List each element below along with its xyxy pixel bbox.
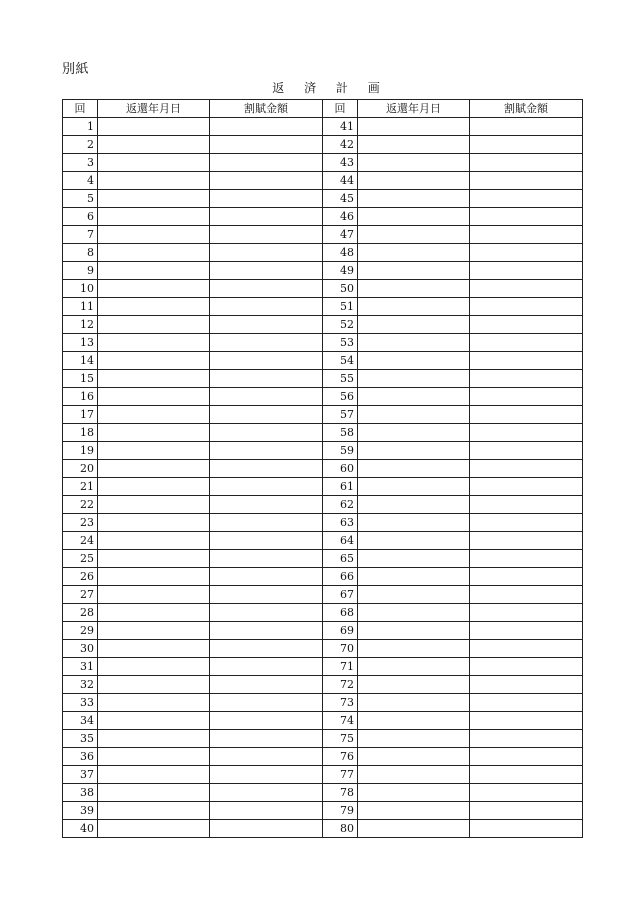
installment-amount-cell-right[interactable] xyxy=(470,568,583,586)
repayment-date-cell-left[interactable] xyxy=(98,514,210,532)
installment-amount-cell-right[interactable] xyxy=(470,460,583,478)
installment-amount-cell-left[interactable] xyxy=(210,154,323,172)
table-row xyxy=(63,244,583,262)
installment-amount-cell-right[interactable] xyxy=(470,370,583,388)
table-row xyxy=(63,316,583,334)
installment-number-right: 50 xyxy=(323,280,358,298)
table-header-row xyxy=(63,100,583,118)
repayment-date-cell-left[interactable] xyxy=(98,676,210,694)
repayment-date-cell-right[interactable] xyxy=(358,586,470,604)
installment-number-right: 54 xyxy=(323,352,358,370)
repayment-date-cell-right[interactable] xyxy=(358,748,470,766)
installment-amount-cell-left[interactable] xyxy=(210,172,323,190)
installment-amount-cell-right[interactable] xyxy=(470,478,583,496)
installment-amount-cell-right[interactable] xyxy=(470,730,583,748)
table-row xyxy=(63,388,583,406)
installment-number-right: 74 xyxy=(323,712,358,730)
installment-amount-cell-right[interactable] xyxy=(470,334,583,352)
installment-number-left: 5 xyxy=(63,190,98,208)
installment-number-right: 79 xyxy=(323,802,358,820)
installment-number-right: 78 xyxy=(323,784,358,802)
table-body xyxy=(63,118,583,838)
installment-number-right: 53 xyxy=(323,334,358,352)
installment-number-left: 14 xyxy=(63,352,98,370)
table-row xyxy=(63,604,583,622)
repayment-date-cell-right[interactable] xyxy=(358,226,470,244)
repayment-date-cell-right[interactable] xyxy=(358,478,470,496)
installment-amount-cell-left[interactable] xyxy=(210,748,323,766)
table-row xyxy=(63,748,583,766)
installment-amount-cell-right[interactable] xyxy=(470,820,583,838)
installment-number-left: 36 xyxy=(63,748,98,766)
installment-amount-cell-left[interactable] xyxy=(210,460,323,478)
installment-number-right: 75 xyxy=(323,730,358,748)
installment-number-right: 48 xyxy=(323,244,358,262)
installment-number-right: 59 xyxy=(323,442,358,460)
table-row xyxy=(63,118,583,136)
installment-number-right: 47 xyxy=(323,226,358,244)
repayment-date-cell-right[interactable] xyxy=(358,568,470,586)
repayment-date-cell-right[interactable] xyxy=(358,694,470,712)
installment-number-right: 58 xyxy=(323,424,358,442)
repayment-date-cell-left[interactable] xyxy=(98,298,210,316)
repayment-date-cell-right[interactable] xyxy=(358,298,470,316)
installment-amount-cell-left[interactable] xyxy=(210,262,323,280)
repayment-date-cell-right[interactable] xyxy=(358,604,470,622)
installment-number-right: 62 xyxy=(323,496,358,514)
installment-amount-cell-right[interactable] xyxy=(470,802,583,820)
installment-amount-cell-left[interactable] xyxy=(210,658,323,676)
table-row xyxy=(63,370,583,388)
installment-amount-cell-right[interactable] xyxy=(470,262,583,280)
repayment-date-cell-right[interactable] xyxy=(358,172,470,190)
installment-number-right: 72 xyxy=(323,676,358,694)
installment-amount-cell-left[interactable] xyxy=(210,694,323,712)
installment-amount-cell-right[interactable] xyxy=(470,154,583,172)
header-repayment-date-left: 返還年月日 xyxy=(98,100,210,118)
installment-number-right: 56 xyxy=(323,388,358,406)
installment-amount-cell-right[interactable] xyxy=(470,280,583,298)
installment-number-left: 7 xyxy=(63,226,98,244)
installment-amount-cell-right[interactable] xyxy=(470,190,583,208)
installment-amount-cell-left[interactable] xyxy=(210,586,323,604)
installment-amount-cell-left[interactable] xyxy=(210,622,323,640)
table-row xyxy=(63,334,583,352)
installment-amount-cell-left[interactable] xyxy=(210,514,323,532)
installment-amount-cell-left[interactable] xyxy=(210,568,323,586)
installment-number-right: 49 xyxy=(323,262,358,280)
repayment-date-cell-left[interactable] xyxy=(98,658,210,676)
installment-number-left: 20 xyxy=(63,460,98,478)
repayment-date-cell-right[interactable] xyxy=(358,424,470,442)
installment-amount-cell-right[interactable] xyxy=(470,640,583,658)
repayment-date-cell-right[interactable] xyxy=(358,190,470,208)
installment-number-right: 60 xyxy=(323,460,358,478)
table-row xyxy=(63,820,583,838)
installment-amount-cell-left[interactable] xyxy=(210,730,323,748)
table-row xyxy=(63,766,583,784)
header-installment-amount-left: 割賦金額 xyxy=(210,100,323,118)
installment-amount-cell-left[interactable] xyxy=(210,208,323,226)
table-row xyxy=(63,280,583,298)
repayment-date-cell-left[interactable] xyxy=(98,154,210,172)
installment-number-right: 45 xyxy=(323,190,358,208)
table-row xyxy=(63,514,583,532)
repayment-date-cell-left[interactable] xyxy=(98,568,210,586)
installment-amount-cell-left[interactable] xyxy=(210,712,323,730)
installment-number-left: 18 xyxy=(63,424,98,442)
installment-number-right: 52 xyxy=(323,316,358,334)
installment-number-left: 12 xyxy=(63,316,98,334)
repayment-date-cell-right[interactable] xyxy=(358,442,470,460)
installment-amount-cell-left[interactable] xyxy=(210,442,323,460)
repayment-date-cell-right[interactable] xyxy=(358,388,470,406)
installment-number-left: 11 xyxy=(63,298,98,316)
installment-number-left: 27 xyxy=(63,586,98,604)
installment-number-left: 8 xyxy=(63,244,98,262)
repayment-date-cell-left[interactable] xyxy=(98,694,210,712)
table-row xyxy=(63,496,583,514)
repayment-date-cell-left[interactable] xyxy=(98,226,210,244)
installment-amount-cell-right[interactable] xyxy=(470,514,583,532)
installment-amount-cell-left[interactable] xyxy=(210,640,323,658)
installment-number-left: 35 xyxy=(63,730,98,748)
installment-number-right: 57 xyxy=(323,406,358,424)
installment-number-right: 41 xyxy=(323,118,358,136)
table-row xyxy=(63,190,583,208)
table-row xyxy=(63,262,583,280)
repayment-date-cell-left[interactable] xyxy=(98,208,210,226)
installment-number-left: 16 xyxy=(63,388,98,406)
repayment-date-cell-left[interactable] xyxy=(98,388,210,406)
installment-number-right: 68 xyxy=(323,604,358,622)
installment-number-right: 76 xyxy=(323,748,358,766)
installment-amount-cell-right[interactable] xyxy=(470,226,583,244)
repayment-date-cell-left[interactable] xyxy=(98,352,210,370)
repayment-date-cell-left[interactable] xyxy=(98,262,210,280)
installment-amount-cell-right[interactable] xyxy=(470,388,583,406)
table-row xyxy=(63,676,583,694)
repayment-date-cell-right[interactable] xyxy=(358,370,470,388)
installment-amount-cell-left[interactable] xyxy=(210,496,323,514)
installment-number-left: 30 xyxy=(63,640,98,658)
installment-amount-cell-left[interactable] xyxy=(210,370,323,388)
installment-amount-cell-left[interactable] xyxy=(210,316,323,334)
repayment-date-cell-left[interactable] xyxy=(98,748,210,766)
installment-amount-cell-right[interactable] xyxy=(470,586,583,604)
repayment-date-cell-right[interactable] xyxy=(358,352,470,370)
repayment-date-cell-left[interactable] xyxy=(98,622,210,640)
document-title: 返 済 計 画 xyxy=(272,81,388,95)
repayment-date-cell-right[interactable] xyxy=(358,154,470,172)
installment-number-right: 43 xyxy=(323,154,358,172)
installment-amount-cell-left[interactable] xyxy=(210,226,323,244)
installment-amount-cell-right[interactable] xyxy=(470,208,583,226)
installment-amount-cell-right[interactable] xyxy=(470,136,583,154)
repayment-date-cell-left[interactable] xyxy=(98,118,210,136)
table-row xyxy=(63,694,583,712)
installment-number-right: 63 xyxy=(323,514,358,532)
installment-amount-cell-right[interactable] xyxy=(470,424,583,442)
repayment-date-cell-left[interactable] xyxy=(98,190,210,208)
installment-number-right: 51 xyxy=(323,298,358,316)
repayment-date-cell-right[interactable] xyxy=(358,640,470,658)
installment-number-left: 34 xyxy=(63,712,98,730)
installment-amount-cell-left[interactable] xyxy=(210,784,323,802)
installment-number-right: 69 xyxy=(323,622,358,640)
installment-amount-cell-right[interactable] xyxy=(470,172,583,190)
installment-number-left: 13 xyxy=(63,334,98,352)
table-row xyxy=(63,622,583,640)
installment-number-left: 2 xyxy=(63,136,98,154)
installment-number-left: 29 xyxy=(63,622,98,640)
installment-amount-cell-left[interactable] xyxy=(210,388,323,406)
repayment-date-cell-left[interactable] xyxy=(98,406,210,424)
installment-number-right: 66 xyxy=(323,568,358,586)
repayment-date-cell-left[interactable] xyxy=(98,316,210,334)
table-row xyxy=(63,712,583,730)
repayment-date-cell-left[interactable] xyxy=(98,712,210,730)
installment-number-left: 24 xyxy=(63,532,98,550)
repayment-date-cell-left[interactable] xyxy=(98,280,210,298)
table-row xyxy=(63,154,583,172)
repayment-date-cell-left[interactable] xyxy=(98,172,210,190)
installment-amount-cell-right[interactable] xyxy=(470,622,583,640)
repayment-date-cell-right[interactable] xyxy=(358,820,470,838)
installment-amount-cell-right[interactable] xyxy=(470,712,583,730)
installment-number-left: 37 xyxy=(63,766,98,784)
repayment-date-cell-left[interactable] xyxy=(98,460,210,478)
table-row xyxy=(63,532,583,550)
repayment-date-cell-left[interactable] xyxy=(98,586,210,604)
installment-number-left: 19 xyxy=(63,442,98,460)
repayment-date-cell-left[interactable] xyxy=(98,802,210,820)
table-row xyxy=(63,730,583,748)
installment-amount-cell-left[interactable] xyxy=(210,136,323,154)
repayment-date-cell-right[interactable] xyxy=(358,784,470,802)
installment-amount-cell-right[interactable] xyxy=(470,604,583,622)
table-row xyxy=(63,784,583,802)
installment-number-left: 32 xyxy=(63,676,98,694)
installment-number-right: 80 xyxy=(323,820,358,838)
installment-amount-cell-left[interactable] xyxy=(210,118,323,136)
repayment-date-cell-right[interactable] xyxy=(358,676,470,694)
installment-number-left: 10 xyxy=(63,280,98,298)
repayment-date-cell-right[interactable] xyxy=(358,244,470,262)
repayment-date-cell-right[interactable] xyxy=(358,406,470,424)
table-row xyxy=(63,172,583,190)
installment-number-right: 44 xyxy=(323,172,358,190)
table-row xyxy=(63,208,583,226)
installment-amount-cell-left[interactable] xyxy=(210,424,323,442)
installment-number-right: 46 xyxy=(323,208,358,226)
repayment-date-cell-left[interactable] xyxy=(98,532,210,550)
repayment-date-cell-right[interactable] xyxy=(358,262,470,280)
repayment-date-cell-right[interactable] xyxy=(358,334,470,352)
repayment-date-cell-right[interactable] xyxy=(358,730,470,748)
repayment-date-cell-left[interactable] xyxy=(98,334,210,352)
repayment-date-cell-right[interactable] xyxy=(358,802,470,820)
attachment-label: 別紙 xyxy=(62,62,90,77)
installment-amount-cell-left[interactable] xyxy=(210,676,323,694)
installment-number-left: 38 xyxy=(63,784,98,802)
header-installment-number-left: 回 xyxy=(63,100,98,118)
repayment-date-cell-right[interactable] xyxy=(358,766,470,784)
installment-amount-cell-left[interactable] xyxy=(210,352,323,370)
installment-amount-cell-left[interactable] xyxy=(210,550,323,568)
table-row xyxy=(63,640,583,658)
repayment-date-cell-left[interactable] xyxy=(98,370,210,388)
installment-number-left: 33 xyxy=(63,694,98,712)
installment-number-left: 15 xyxy=(63,370,98,388)
repayment-date-cell-right[interactable] xyxy=(358,550,470,568)
installment-amount-cell-right[interactable] xyxy=(470,352,583,370)
repayment-date-cell-left[interactable] xyxy=(98,244,210,262)
installment-number-right: 70 xyxy=(323,640,358,658)
installment-amount-cell-right[interactable] xyxy=(470,694,583,712)
repayment-date-cell-right[interactable] xyxy=(358,316,470,334)
installment-amount-cell-right[interactable] xyxy=(470,442,583,460)
installment-number-left: 4 xyxy=(63,172,98,190)
repayment-date-cell-left[interactable] xyxy=(98,496,210,514)
table-row xyxy=(63,226,583,244)
installment-amount-cell-right[interactable] xyxy=(470,748,583,766)
installment-amount-cell-left[interactable] xyxy=(210,190,323,208)
repayment-date-cell-right[interactable] xyxy=(358,658,470,676)
installment-amount-cell-right[interactable] xyxy=(470,676,583,694)
installment-number-left: 9 xyxy=(63,262,98,280)
header-repayment-date-right: 返還年月日 xyxy=(358,100,470,118)
installment-number-left: 23 xyxy=(63,514,98,532)
installment-amount-cell-right[interactable] xyxy=(470,496,583,514)
table-row xyxy=(63,478,583,496)
installment-amount-cell-left[interactable] xyxy=(210,532,323,550)
repayment-date-cell-right[interactable] xyxy=(358,118,470,136)
repayment-date-cell-right[interactable] xyxy=(358,622,470,640)
table-row xyxy=(63,802,583,820)
installment-number-left: 21 xyxy=(63,478,98,496)
installment-number-right: 73 xyxy=(323,694,358,712)
installment-number-right: 67 xyxy=(323,586,358,604)
installment-amount-cell-right[interactable] xyxy=(470,658,583,676)
installment-amount-cell-left[interactable] xyxy=(210,766,323,784)
installment-amount-cell-left[interactable] xyxy=(210,802,323,820)
installment-number-right: 71 xyxy=(323,658,358,676)
installment-amount-cell-right[interactable] xyxy=(470,118,583,136)
header-installment-amount-right: 割賦金額 xyxy=(470,100,583,118)
installment-number-right: 65 xyxy=(323,550,358,568)
installment-amount-cell-left[interactable] xyxy=(210,244,323,262)
installment-number-right: 42 xyxy=(323,136,358,154)
repayment-date-cell-right[interactable] xyxy=(358,460,470,478)
installment-amount-cell-left[interactable] xyxy=(210,604,323,622)
repayment-date-cell-left[interactable] xyxy=(98,784,210,802)
installment-amount-cell-right[interactable] xyxy=(470,784,583,802)
table-row xyxy=(63,406,583,424)
table-row xyxy=(63,352,583,370)
table-row xyxy=(63,568,583,586)
installment-amount-cell-right[interactable] xyxy=(470,298,583,316)
repayment-date-cell-left[interactable] xyxy=(98,640,210,658)
table-row xyxy=(63,460,583,478)
installment-number-left: 1 xyxy=(63,118,98,136)
installment-amount-cell-right[interactable] xyxy=(470,316,583,334)
installment-number-left: 22 xyxy=(63,496,98,514)
table-row xyxy=(63,298,583,316)
installment-number-left: 3 xyxy=(63,154,98,172)
installment-amount-cell-right[interactable] xyxy=(470,244,583,262)
installment-number-left: 6 xyxy=(63,208,98,226)
table-row xyxy=(63,424,583,442)
installment-amount-cell-left[interactable] xyxy=(210,478,323,496)
repayment-date-cell-right[interactable] xyxy=(358,136,470,154)
installment-number-left: 31 xyxy=(63,658,98,676)
repayment-date-cell-left[interactable] xyxy=(98,766,210,784)
installment-number-left: 25 xyxy=(63,550,98,568)
installment-amount-cell-left[interactable] xyxy=(210,406,323,424)
installment-amount-cell-right[interactable] xyxy=(470,766,583,784)
installment-number-right: 64 xyxy=(323,532,358,550)
repayment-date-cell-left[interactable] xyxy=(98,550,210,568)
header-installment-number-right: 回 xyxy=(323,100,358,118)
installment-number-right: 55 xyxy=(323,370,358,388)
installment-number-right: 77 xyxy=(323,766,358,784)
installment-amount-cell-right[interactable] xyxy=(470,532,583,550)
repayment-date-cell-right[interactable] xyxy=(358,208,470,226)
table-row xyxy=(63,550,583,568)
repayment-date-cell-left[interactable] xyxy=(98,820,210,838)
installment-amount-cell-left[interactable] xyxy=(210,298,323,316)
repayment-date-cell-right[interactable] xyxy=(358,280,470,298)
installment-amount-cell-left[interactable] xyxy=(210,820,323,838)
table-row xyxy=(63,658,583,676)
installment-amount-cell-right[interactable] xyxy=(470,550,583,568)
repayment-date-cell-right[interactable] xyxy=(358,514,470,532)
installment-number-left: 17 xyxy=(63,406,98,424)
repayment-date-cell-left[interactable] xyxy=(98,730,210,748)
installment-amount-cell-left[interactable] xyxy=(210,334,323,352)
table-row xyxy=(63,442,583,460)
repayment-schedule-table xyxy=(62,99,583,838)
repayment-date-cell-left[interactable] xyxy=(98,136,210,154)
installment-amount-cell-right[interactable] xyxy=(470,406,583,424)
installment-amount-cell-left[interactable] xyxy=(210,280,323,298)
installment-number-left: 28 xyxy=(63,604,98,622)
table-row xyxy=(63,586,583,604)
installment-number-left: 39 xyxy=(63,802,98,820)
installment-number-right: 61 xyxy=(323,478,358,496)
repayment-date-cell-left[interactable] xyxy=(98,478,210,496)
repayment-date-cell-left[interactable] xyxy=(98,424,210,442)
repayment-date-cell-left[interactable] xyxy=(98,604,210,622)
installment-number-left: 40 xyxy=(63,820,98,838)
repayment-date-cell-right[interactable] xyxy=(358,532,470,550)
table-row xyxy=(63,136,583,154)
installment-number-left: 26 xyxy=(63,568,98,586)
repayment-date-cell-right[interactable] xyxy=(358,712,470,730)
repayment-date-cell-left[interactable] xyxy=(98,442,210,460)
repayment-date-cell-right[interactable] xyxy=(358,496,470,514)
